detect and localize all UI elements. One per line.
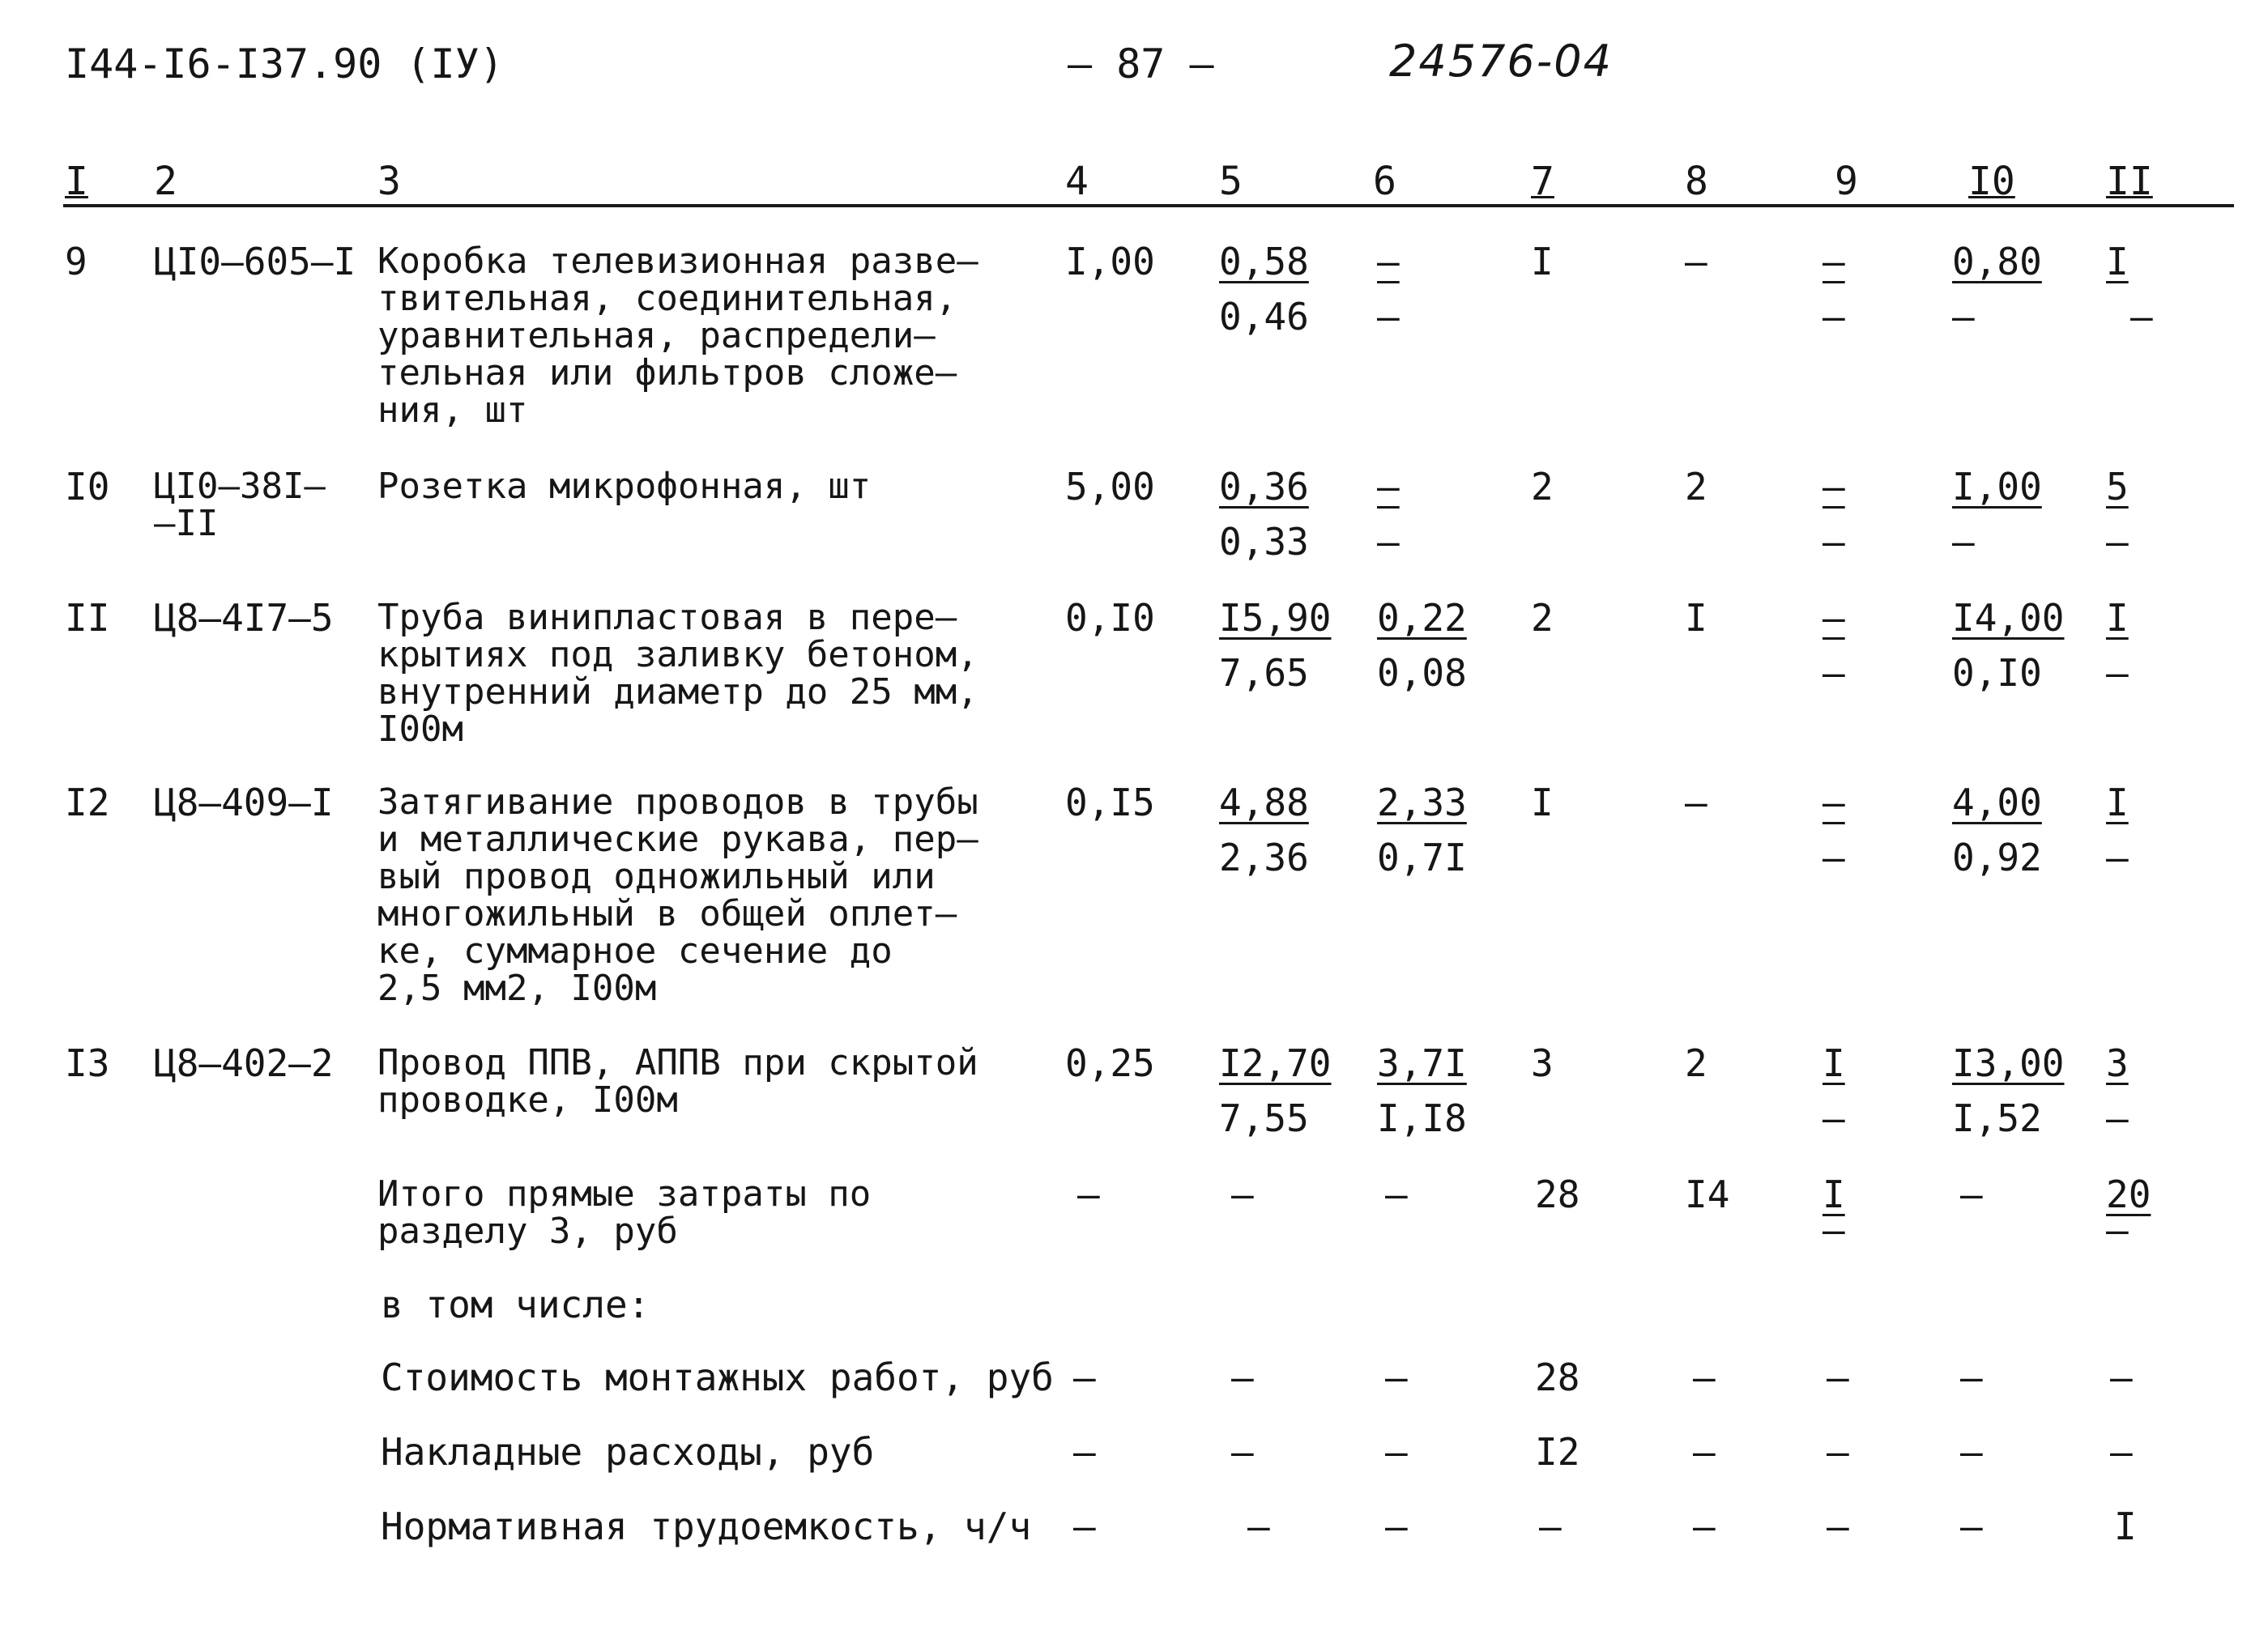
col11-top: 5 [2106,465,2129,509]
col6-bottom: I,I8 [1377,1096,1467,1140]
col5-value: – [1231,1430,1254,1474]
column-header-2: 2 [154,159,177,204]
col9-bottom: – [1823,295,1845,338]
col9-top: – [1823,240,1845,283]
col11-bottom: – [2106,1096,2129,1140]
col9-top: – [1823,781,1845,824]
col5-value: – [1247,1505,1270,1548]
column-header-5: 5 [1219,159,1243,204]
col8-value: – [1693,1356,1716,1399]
col11-bottom: – [2106,520,2129,564]
col8-value: – [1685,240,1707,283]
col11-bottom: – [2130,295,2153,338]
col10-top: 4,00 [1952,781,2042,824]
col10-top: I3,00 [1952,1041,2065,1085]
column-header-10: I0 [1968,159,2015,204]
row-description: Затягивание проводов в трубы и металлические рукава, пер– вый провод одножильный или многожильный в общей оплет– ке, суммарное сечение до 2,5 мм2, I00м [377,781,978,1009]
row-description: Труба винипластовая в пере– крытиях под заливку бетоном, внутренний диаметр до 25 мм, I00м [377,597,978,750]
col10-bottom: I,52 [1952,1096,2042,1140]
col8-value: I [1685,596,1707,640]
col6-value: – [1385,1173,1408,1216]
col4-value: 5,00 [1065,465,1155,509]
col7-value: 3 [1531,1041,1554,1085]
col9-bottom: – [1823,1096,1845,1140]
col11-top: I [2106,240,2129,283]
col11-bottom: – [2106,651,2129,695]
col9-top: – [1823,596,1845,640]
col5-bottom: 2,36 [1219,836,1309,879]
col6-bottom: – [1377,295,1400,338]
col7-value: I [1531,240,1554,283]
col9-value: – [1827,1356,1849,1399]
col11-top: I [2106,781,2129,824]
col10-top: 0,80 [1952,240,2042,283]
page-number: – 87 – [1068,40,1214,87]
totals-label: Итого прямые затраты по разделу 3, руб [377,1173,872,1252]
col7-value: 2 [1531,465,1554,509]
col5-value: – [1231,1173,1254,1216]
col10-top: I4,00 [1952,596,2065,640]
summary-label: Накладные расходы, руб [381,1430,875,1474]
column-header-1: I [65,159,88,204]
column-header-3: 3 [377,159,401,204]
col5-bottom: 7,55 [1219,1096,1309,1140]
column-header-11: II [2106,159,2153,204]
col5-top: 4,88 [1219,781,1309,824]
col9-bottom: – [1823,1208,1845,1252]
col8-value: 2 [1685,465,1707,509]
col9-top: I [1823,1173,1845,1216]
col9-value: – [1827,1430,1849,1474]
summary-label: Стоимость монтажных работ, руб [381,1356,1054,1399]
col7-value: – [1539,1505,1562,1548]
col4-value: 0,25 [1065,1041,1155,1085]
column-header-7: 7 [1531,159,1554,204]
col6-bottom: 0,08 [1377,651,1467,695]
column-header-6: 6 [1373,159,1396,204]
col7-value: 28 [1535,1173,1580,1216]
col8-value: I4 [1685,1173,1730,1216]
col9-top: – [1823,465,1845,509]
col10-bottom: 0,I0 [1952,651,2042,695]
col6-top: – [1377,465,1400,509]
col6-top: 0,22 [1377,596,1467,640]
col9-bottom: – [1823,836,1845,879]
row-description: Розетка микрофонная, шт [377,466,872,507]
col9-bottom: – [1823,520,1845,564]
col6-value: – [1385,1356,1408,1399]
col10-bottom: – [1952,520,1975,564]
col7-value: I [1531,781,1554,824]
col10-bottom: 0,92 [1952,836,2042,879]
column-header-9: 9 [1835,159,1858,204]
row-code: Ц8–402–2 [154,1041,334,1085]
col4-value: I,00 [1065,240,1155,283]
row-code: Ц8–409–I [154,781,334,824]
col4-value: – [1073,1430,1096,1474]
col5-bottom: 7,65 [1219,651,1309,695]
col10-value: – [1960,1173,1983,1216]
col8-value: – [1693,1430,1716,1474]
col6-bottom: 0,7I [1377,836,1467,879]
col11-top: I [2106,596,2129,640]
row-description: Провод ППВ, АППВ при скрытой проводке, I00м [377,1042,978,1121]
col10-top: I,00 [1952,465,2042,509]
col4-value: 0,I0 [1065,596,1155,640]
row-number: I0 [65,465,110,509]
col11-value: I [2114,1505,2137,1548]
row-number: I3 [65,1041,110,1085]
col5-top: I2,70 [1219,1041,1332,1085]
col5-value: – [1231,1356,1254,1399]
col4-value: – [1073,1505,1096,1548]
col6-value: – [1385,1505,1408,1548]
column-header-4: 4 [1065,159,1089,204]
col11-bottom: – [2106,836,2129,879]
col11-top: 20 [2106,1173,2151,1216]
col10-bottom: – [1952,295,1975,338]
col8-value: 2 [1685,1041,1707,1085]
col6-top: 2,33 [1377,781,1467,824]
col10-value: – [1960,1505,1983,1548]
col7-value: 2 [1531,596,1554,640]
col6-top: 3,7I [1377,1041,1467,1085]
col4-value: 0,I5 [1065,781,1155,824]
col7-value: I2 [1535,1430,1580,1474]
row-description: Коробка телевизионная разве– твительная, соединительная, уравнительная, распредели– тельная или фильтров сложе– ния, шт [377,240,978,431]
col6-bottom: – [1377,520,1400,564]
document-code: I44-I6-I37.90 (IУ) [65,40,504,87]
col4-value: – [1073,1356,1096,1399]
col11-top: 3 [2106,1041,2129,1085]
col6-top: – [1377,240,1400,283]
col6-value: – [1385,1430,1408,1474]
col8-value: – [1685,781,1707,824]
header-rule [63,204,2234,207]
col9-top: I [1823,1041,1845,1085]
col5-bottom: 0,33 [1219,520,1309,564]
col11-bottom: – [2106,1208,2129,1252]
col10-value: – [1960,1356,1983,1399]
row-number: I2 [65,781,110,824]
col11-value: – [2110,1430,2133,1474]
row-code: ЦI0–605–I [154,240,356,283]
column-header-8: 8 [1685,159,1708,204]
col10-value: – [1960,1430,1983,1474]
row-number: 9 [65,240,87,283]
col5-top: 0,36 [1219,465,1309,509]
col4-value: – [1077,1173,1100,1216]
handwritten-number: 24576-04 [1389,36,1613,87]
col5-bottom: 0,46 [1219,295,1309,338]
including-label: в том числе: [381,1283,650,1326]
col5-top: I5,90 [1219,596,1332,640]
row-code: Ц8–4I7–5 [154,596,334,640]
row-number: II [65,596,110,640]
col7-value: 28 [1535,1356,1580,1399]
col8-value: – [1693,1505,1716,1548]
summary-label: Нормативная трудоемкость, ч/ч [381,1505,1032,1548]
row-code: ЦI0–38I– –II [154,466,326,544]
col11-value: – [2110,1356,2133,1399]
col9-bottom: – [1823,651,1845,695]
col5-top: 0,58 [1219,240,1309,283]
col9-value: – [1827,1505,1849,1548]
